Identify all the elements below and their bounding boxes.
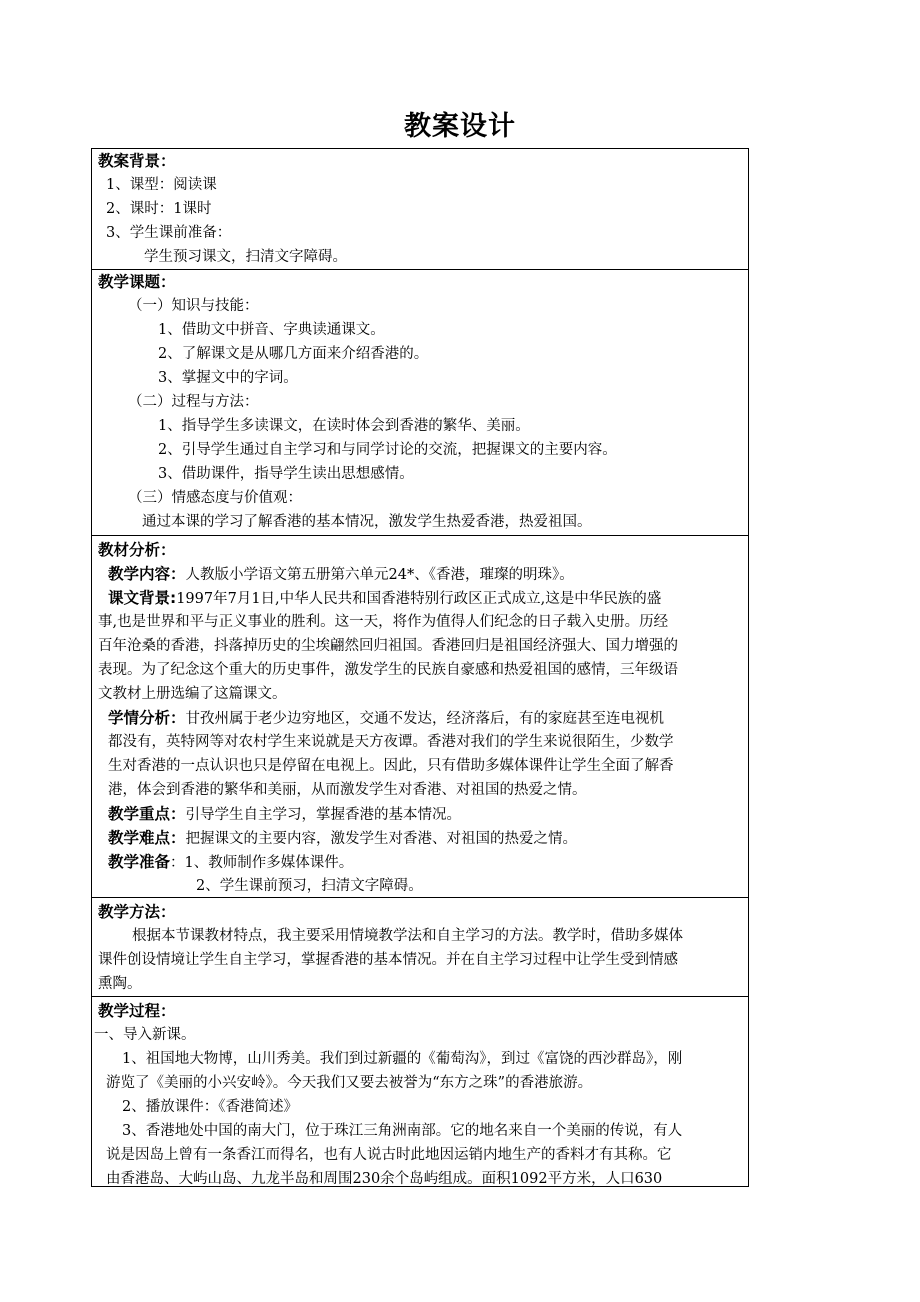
- value: 甘孜州属于老少边穷地区，交通不发达，经济落后，有的家庭甚至连电视机: [185, 711, 665, 727]
- label: 课文背景:: [108, 589, 177, 607]
- text-line: 百年沧桑的香港，抖落掉历史的尘埃翩然回归祖国。香港回归是祖国经济强大、国力增强的: [98, 638, 678, 654]
- text-line: 2、播放课件：《香港简述》: [122, 1099, 298, 1115]
- section-heading: 教学方法：: [98, 903, 176, 921]
- text-line: 2、引导学生通过自主学习和与同学讨论的交流，把握课文的主要内容。: [158, 442, 617, 458]
- section-heading: 教学课题：: [98, 273, 176, 291]
- text-line: 3、掌握文中的字词。: [158, 370, 298, 386]
- text-line: 说是因岛上曾有一条香江而得名，也有人说古时此地因运销内地生产的香料才有其称。它: [106, 1147, 672, 1163]
- section-process: [92, 997, 748, 1186]
- text-line: 表现。为了纪念这个重大的历史事件，激发学生的民族自豪感和热爱祖国的感情，三年级语: [98, 662, 678, 678]
- text-line: （三）情感态度与价值观：: [128, 490, 302, 506]
- value: 引导学生自主学习，掌握香港的基本情况。: [185, 807, 462, 823]
- label: 教学难点：: [108, 829, 186, 847]
- section-heading: 教案背景：: [98, 152, 176, 170]
- value: 把握课文的主要内容，激发学生对香港、对祖国的热爱之情。: [185, 831, 578, 847]
- text-line: 1、借助文中拼音、字典读通课文。: [158, 322, 385, 338]
- label: 教学内容：: [108, 565, 186, 583]
- text-line: 3、香港地处中国的南大门，位于珠江三角洲南部。它的地名来自一个美丽的传说，有人: [122, 1123, 683, 1139]
- section-analysis: [92, 536, 748, 898]
- text-line: （一）知识与技能：: [128, 298, 259, 314]
- section-background: [92, 149, 748, 270]
- section-heading: 教学过程：: [98, 1002, 176, 1020]
- text-line: 3、学生课前准备：: [106, 225, 232, 241]
- text-line: 1、祖国地大物博，山川秀美。我们到过新疆的《葡萄沟》，到过《富饶的西沙群岛》，刚: [122, 1051, 683, 1067]
- text-line: 游览了《美丽的小兴安岭》。今天我们又要去被誉为“东方之珠”的香港旅游。: [106, 1075, 593, 1091]
- text-line: 课件创设情境让学生自主学习，掌握香港的基本情况。并在自主学习过程中让学生受到情感: [98, 952, 678, 968]
- text-line: 一、导入新课。: [94, 1027, 196, 1043]
- text-line: 熏陶。: [98, 976, 142, 992]
- section-topic: [92, 270, 748, 536]
- value: 1997年7月1日,中华人民共和国香港特别行政区正式成立,这是中华民族的盛: [176, 591, 662, 607]
- text-line: 3、借助课件，指导学生读出思想感情。: [158, 466, 414, 482]
- value: 人教版小学语文第五册第六单元24*、《香港，璀璨的明珠》。: [185, 567, 574, 583]
- text-background-line: [108, 586, 742, 611]
- text-line: 文教材上册选编了这篇课文。: [98, 686, 287, 702]
- label: 教学准备: [108, 853, 171, 871]
- text-line: 1、课型：阅读课: [106, 177, 217, 193]
- section-method: [92, 898, 748, 997]
- student-analysis-line: [108, 706, 742, 731]
- text-line: 2、学生课前预习，扫清文字障碍。: [196, 878, 423, 894]
- teaching-content: [108, 562, 742, 587]
- lesson-plan-table: [91, 148, 749, 1187]
- text-line: 学生预习课文，扫清文字障碍。: [144, 249, 347, 265]
- text-line: 通过本课的学习了解香港的基本情况，激发学生热爱香港，热爱祖国。: [142, 514, 592, 530]
- text-line: 事,也是世界和平与正义事业的胜利。这一天，将作为值得人们纪念的日子载入史册。历经: [98, 614, 669, 630]
- text-line: 1、指导学生多读课文，在读时体会到香港的繁华、美丽。: [158, 418, 530, 434]
- section-heading: 教材分析：: [98, 541, 176, 559]
- text-line: 由香港岛、大屿山岛、九龙半岛和周围230余个岛屿组成。面积1092平方米，人口630: [106, 1171, 663, 1186]
- text-line: （二）过程与方法：: [128, 394, 259, 410]
- label: 学情分析：: [108, 709, 186, 727]
- text-line: 港，体会到香港的繁华和美丽，从而激发学生对香港、对祖国的热爱之情。: [108, 782, 587, 798]
- text-line: 2、了解课文是从哪几方面来介绍香港的。: [158, 346, 429, 362]
- page-title: 教案设计: [404, 111, 516, 142]
- text-line: 2、课时：1课时: [106, 201, 212, 217]
- label: 教学重点：: [108, 805, 186, 823]
- value: ：1、教师制作多媒体课件。: [170, 855, 354, 871]
- text-line: 生对香港的一点认识也只是停留在电视上。因此，只有借助多媒体课件让学生全面了解香: [108, 758, 674, 774]
- preparation: [108, 850, 742, 875]
- key-point: [108, 802, 742, 827]
- text-line: 根据本节课教材特点，我主要采用情境教学法和自主学习的方法。教学时，借助多媒体: [132, 928, 683, 944]
- text-line: 都没有，英特网等对农村学生来说就是天方夜谭。香港对我们的学生来说很陌生，少数学: [108, 734, 674, 750]
- difficult-point: [108, 826, 742, 851]
